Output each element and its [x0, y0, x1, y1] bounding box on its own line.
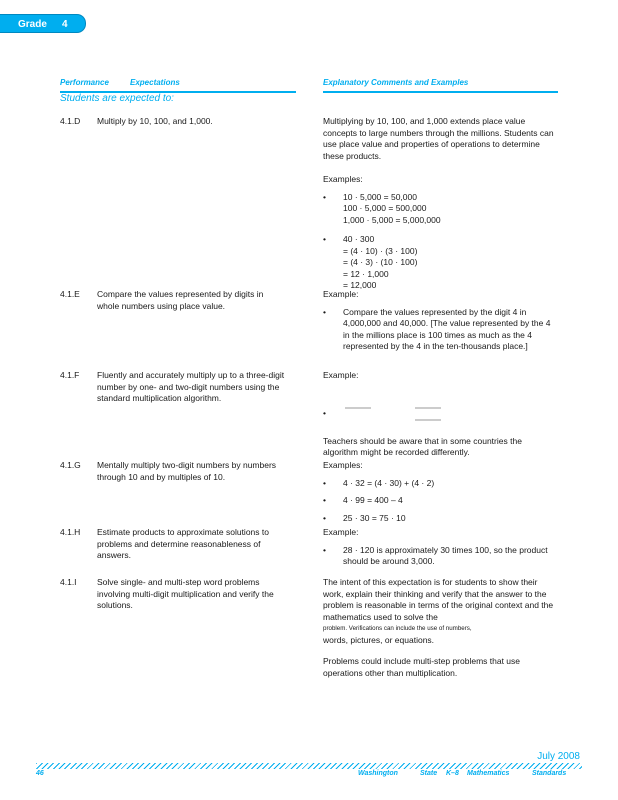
comment-text-end: words, pictures, or equations. — [323, 634, 435, 645]
example-text: 4 · 99 = 400 – 4 — [343, 495, 403, 505]
grade-tab — [0, 14, 86, 33]
example-label: Example: — [323, 370, 359, 380]
standard-4-1-d: Multiply by 10, 100, and 1,000. — [97, 116, 213, 126]
example-label: Example: — [323, 289, 359, 299]
example-line: 40 · 300 — [343, 234, 375, 244]
footer-word: Washington — [358, 770, 398, 777]
example-line: = (4 · 3) · (10 · 100) — [343, 257, 418, 267]
example-label: Example: — [323, 527, 359, 537]
standard-4-1-g: Mentally multiply two-digit numbers by numbers through 10 and by multiples of 10. — [97, 460, 277, 482]
comments-4-1-d — [323, 116, 558, 292]
example-text: 28 · 120 is approximately 30 times 100, so the product should be around 3,000. — [343, 544, 548, 566]
example-text: 4 · 32 = (4 · 30) + (4 · 2) — [343, 477, 435, 488]
code-4-1-h: 4.1.H — [60, 527, 81, 537]
example-line: 1,000 · 5,000 = 5,000,000 — [343, 214, 441, 225]
header-performance: Performance — [60, 78, 109, 87]
bullet-icon: • — [323, 477, 326, 488]
examples-label: Examples: — [323, 174, 363, 184]
comments-4-1-e — [323, 289, 558, 353]
header-explanatory: Explanatory Comments and Examples — [323, 78, 469, 87]
code-4-1-d: 4.1.D — [60, 116, 81, 126]
footer-word: Standards — [532, 770, 567, 777]
example-bullet — [323, 192, 558, 227]
example-bullet — [323, 307, 558, 353]
footer-word: State — [420, 770, 438, 777]
example-bullet — [323, 513, 558, 525]
standard-4-1-i: Solve single- and multi-step word problems involving multi-digit multiplication and verify the solutions. — [97, 577, 274, 610]
right-header-rule — [323, 91, 558, 93]
footer-word: K–8 — [446, 770, 459, 777]
example-bullet — [323, 545, 558, 568]
example-text: 25 · 30 = 75 · 10 — [343, 512, 406, 523]
standard-4-1-f: Fluently and accurately multiply up to a three-digit number by one- and two-digit numbers using the standard multiplication algorithm. — [97, 370, 285, 403]
standard-4-1-e: Compare the values represented by digits in whole numbers using place value. — [97, 289, 264, 311]
footer-decorative-band — [36, 763, 582, 769]
code-4-1-g: 4.1.G — [60, 460, 81, 470]
subheader: Students are expected to: — [60, 93, 174, 104]
bullet-icon: • — [323, 234, 326, 244]
algorithm-example — [323, 382, 558, 426]
header-expectations: Expectations — [130, 78, 180, 87]
bullet-icon: • — [323, 191, 326, 202]
algorithm-note: Teachers should be aware that in some countries the algorithm might be recorded differently. — [323, 435, 522, 457]
example-bullet — [323, 234, 558, 292]
comment-text: Multiplying by 10, 100, and 1,000 extends place value concepts to large numbers through the millions. Students can use place value and properties of operations to determine these products. — [323, 116, 554, 161]
example-text: Compare the values represented by the digit 4 in 4,000,000 and 40,000. [The value represented by the 4 in the millions place is 100 times as much as the 4 represented by the 4 in the ten-thousands place.] — [343, 306, 551, 351]
multiplication-algorithm-diagram — [343, 384, 453, 426]
footer-date: July 2008 — [537, 751, 580, 762]
example-line: 10 · 5,000 = 50,000 — [343, 191, 417, 202]
standard-4-1-h: Estimate products to approximate solutions to problems and determine reasonableness of answers. — [97, 527, 269, 560]
example-line: 100 · 5,000 = 500,000 — [343, 203, 427, 213]
bullet-icon: • — [323, 544, 326, 555]
code-4-1-e: 4.1.E — [60, 289, 80, 299]
comments-4-1-i — [323, 577, 558, 679]
comments-4-1-g — [323, 460, 558, 524]
comments-4-1-h — [323, 527, 558, 568]
bullet-icon: • — [323, 495, 326, 505]
example-line: = (4 · 10) · (3 · 100) — [343, 245, 418, 256]
bullet-icon: • — [323, 306, 326, 317]
grade-label: Grade — [18, 19, 47, 30]
code-4-1-f: 4.1.F — [60, 370, 80, 380]
example-line: = 12 · 1,000 — [343, 268, 389, 279]
example-bullet — [323, 478, 558, 490]
page-number: 46 — [36, 770, 44, 777]
example-bullet — [323, 495, 558, 507]
bullet-icon: • — [323, 407, 326, 418]
comments-4-1-f — [323, 370, 558, 459]
footer-word: Mathematics — [467, 770, 510, 777]
comment-text-2: Problems could include multi-step problems that use operations other than multiplication. — [323, 656, 521, 678]
bullet-icon: • — [323, 512, 326, 523]
comment-text: The intent of this expectation is for students to show their work, explain their thinking and verify that the answer to the problem is reasonable in terms of the original context and the mathematics used to solve the — [323, 577, 554, 622]
grade-number: 4 — [62, 19, 68, 30]
example-line: = 12,000 — [343, 280, 377, 290]
code-4-1-i: 4.1.I — [60, 577, 77, 587]
examples-label: Examples: — [323, 460, 363, 470]
comment-small-text: problem. Verifications can include the use of numbers, — [323, 625, 472, 632]
